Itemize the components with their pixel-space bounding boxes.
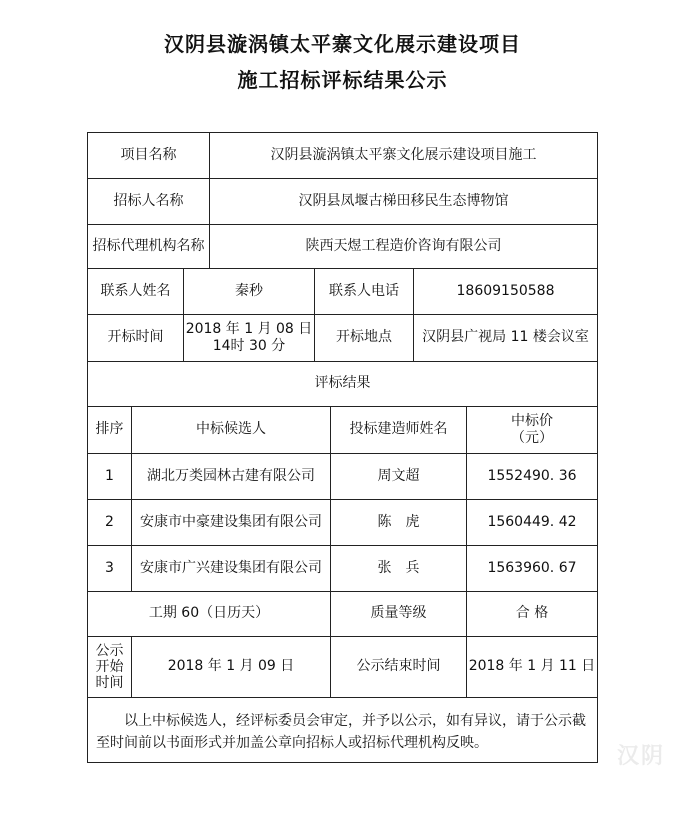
agency-label: 招标代理机构名称 xyxy=(87,224,210,269)
opening-hour: 14时 30 分 xyxy=(212,338,286,354)
quality-value: 合 格 xyxy=(466,591,598,637)
objection-note: 以上中标候选人，经评标委员会审定，并予以公示，如有异议，请于公示截至时间前以书面形式并加盖公章向招标人或招标代理机构反映。 xyxy=(87,697,598,763)
publicity-start-value: 2018 年 1 月 09 日 xyxy=(131,636,331,698)
row-2-engineer: 陈 虎 xyxy=(330,499,467,546)
header-price-label: 中标价 xyxy=(511,412,553,429)
row-1-price: 1552490. 36 xyxy=(466,453,598,500)
opening-place-label: 开标地点 xyxy=(314,314,414,362)
document-title-line-1: 汉阴县漩涡镇太平寨文化展示建设项目 xyxy=(164,32,521,56)
row-1-candidate: 湖北万类园林古建有限公司 xyxy=(131,453,331,500)
header-candidate: 中标候选人 xyxy=(131,406,331,454)
row-1-engineer: 周文超 xyxy=(330,453,467,500)
project-name-value: 汉阴县漩涡镇太平寨文化展示建设项目施工 xyxy=(209,132,598,179)
results-section-title: 评标结果 xyxy=(87,361,598,407)
watermark: 汉阴 xyxy=(616,744,665,769)
contact-phone-value: 18609150588 xyxy=(413,268,598,315)
header-rank: 排序 xyxy=(87,406,132,454)
row-2-rank: 2 xyxy=(87,499,132,546)
publicity-start-label-1: 公示 xyxy=(95,642,124,659)
header-price xyxy=(466,406,598,454)
row-3-candidate: 安康市广兴建设集团有限公司 xyxy=(131,545,331,592)
publicity-end-label: 公示结束时间 xyxy=(330,636,467,698)
row-2-candidate: 安康市中豪建设集团有限公司 xyxy=(131,499,331,546)
tenderer-label: 招标人名称 xyxy=(87,178,210,225)
publicity-start-label-3: 时间 xyxy=(95,675,124,692)
opening-time-label: 开标时间 xyxy=(87,314,184,362)
contact-phone-label: 联系人电话 xyxy=(314,268,414,315)
opening-time-value xyxy=(183,314,315,362)
row-3-engineer: 张 兵 xyxy=(330,545,467,592)
project-name-label: 项目名称 xyxy=(87,132,210,179)
row-1-rank: 1 xyxy=(87,453,132,500)
document-title-line-2: 施工招标评标结果公示 xyxy=(237,68,448,92)
row-2-price: 1560449. 42 xyxy=(466,499,598,546)
header-price-unit: （元） xyxy=(511,430,553,446)
publicity-end-value: 2018 年 1 月 11 日 xyxy=(466,636,598,698)
contact-name-label: 联系人姓名 xyxy=(87,268,184,315)
quality-label: 质量等级 xyxy=(330,591,467,637)
header-engineer: 投标建造师姓名 xyxy=(330,406,467,454)
publicity-start-label xyxy=(87,636,132,698)
contact-name-value: 秦秒 xyxy=(183,268,315,315)
opening-date: 2018 年 1 月 08 日 xyxy=(185,320,313,337)
agency-value: 陕西天煜工程造价咨询有限公司 xyxy=(209,224,598,269)
duration-label: 工期 60（日历天） xyxy=(87,591,331,637)
tenderer-value: 汉阴县凤堰古梯田移民生态博物馆 xyxy=(209,178,598,225)
publicity-start-label-2: 开始 xyxy=(95,658,124,675)
opening-place-value: 汉阴县广视局 11 楼会议室 xyxy=(413,314,598,362)
row-3-price: 1563960. 67 xyxy=(466,545,598,592)
row-3-rank: 3 xyxy=(87,545,132,592)
